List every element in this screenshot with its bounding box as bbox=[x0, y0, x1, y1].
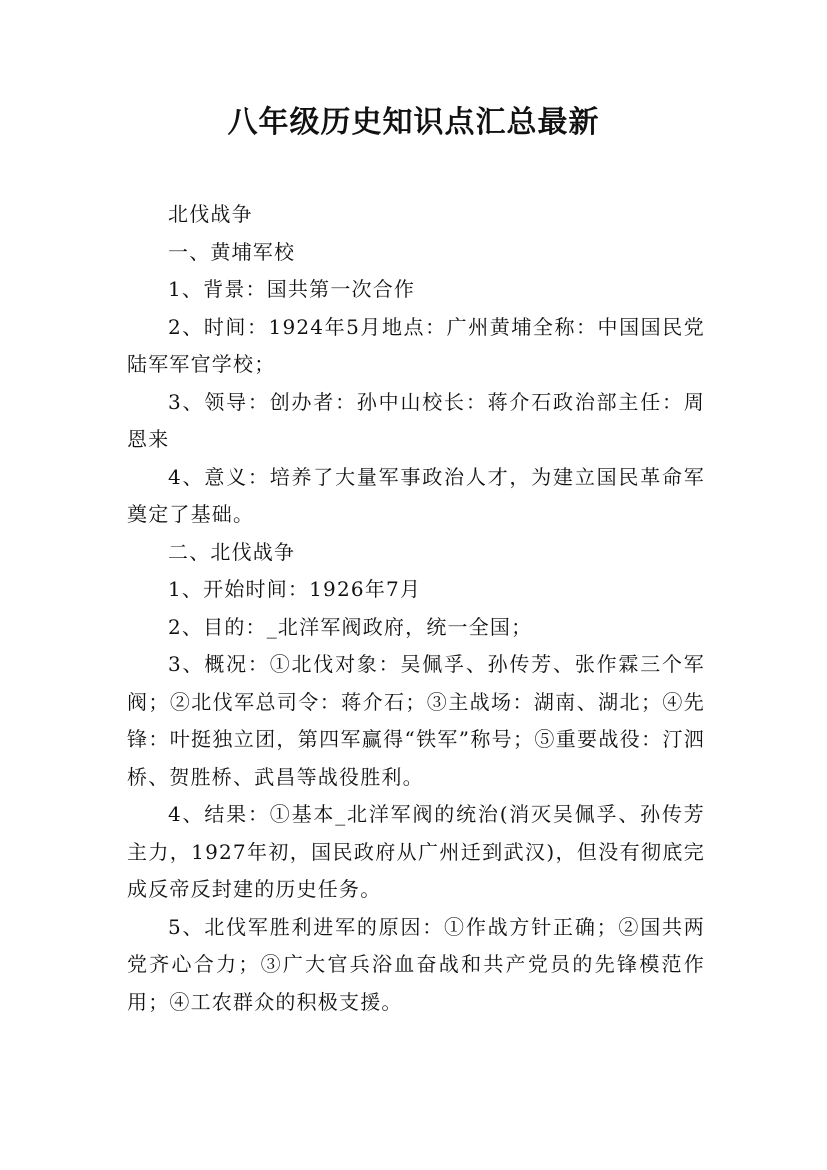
paragraph-section-heading: 北伐战争 bbox=[168, 202, 253, 226]
paragraph-background: 1、背景：国共第一次合作 bbox=[168, 277, 416, 301]
paragraph-leadership: 3、领导：创办者：孙中山校长：蒋介石政治部主任：周恩来 bbox=[127, 389, 705, 451]
paragraph-time-place: 2、时间：1924年5月地点：广州黄埔全称：中国国民党陆军军官学校； bbox=[127, 314, 705, 376]
paragraph-heading-whampoa: 一、黄埔军校 bbox=[168, 239, 296, 264]
paragraph-overview: 3、概况：①北伐对象：吴佩孚、孙传芳、张作霖三个军阀；②北伐军总司令：蒋介石；③主战场：湖南、湖北；④先锋：叶挺独立团，第四军赢得“铁军”称号；⑤重要战役：汀泗桥、贺胜桥、武昌等战役胜利。 bbox=[127, 652, 705, 789]
paragraph-purpose: 2、目的：_北洋军阀政府，统一全国； bbox=[168, 614, 533, 639]
document-body bbox=[127, 196, 705, 1021]
paragraph-significance: 4、意义：培养了大量军事政治人才，为建立国民革命军奠定了基础。 bbox=[127, 464, 705, 526]
document-title: 八年级历史知识点汇总最新 bbox=[227, 105, 600, 140]
paragraph-reasons: 5、北伐军胜利进军的原因：①作战方针正确；②国共两党齐心合力；③广大官兵浴血奋战和共产党员的先锋模范作用；④工农群众的积极支援。 bbox=[127, 914, 705, 1014]
paragraph-result: 4、结果：①基本_北洋军阀的统治(消灭吴佩孚、孙传芳主力，1927年初，国民政府从广州迁到武汉)，但没有彻底完成反帝反封建的历史任务。 bbox=[127, 802, 705, 901]
paragraph-heading-northern-expedition: 二、北伐战争 bbox=[168, 539, 296, 564]
paragraph-start-time: 1、开始时间：1926年7月 bbox=[168, 577, 422, 601]
